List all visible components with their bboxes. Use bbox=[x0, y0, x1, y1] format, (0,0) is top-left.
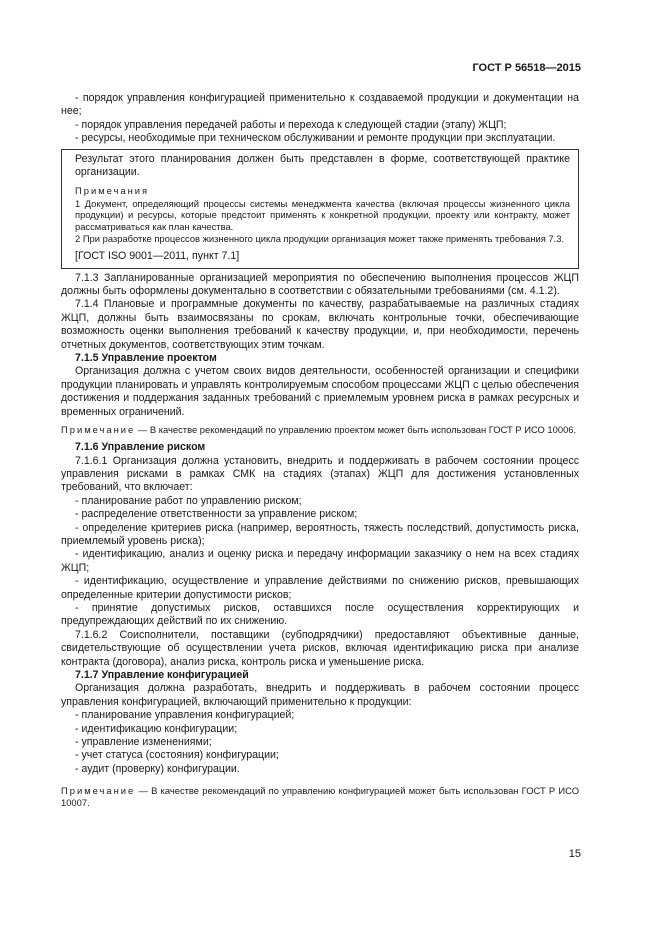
notes-title: Примечания bbox=[75, 185, 150, 197]
clause-7-1-5-text: Организация должна с учетом своих видов деятельности, особенностей организации и специфики продукции планировать и управлять контролируемым способом процессами ЖЦП с целью обеспечения достижения и поддержания заданных требований с приемлемым уровнем риска в рамках ресурсных и временных ограничений. bbox=[61, 365, 579, 418]
page-content bbox=[61, 92, 579, 814]
clause-7-1-4: 7.1.4 Плановые и программные документы по качеству, разрабатываемые на различных стадиях ЖЦП, должны быть взаимосвязаны по срокам, включать контрольные точки, обеспечивающие возможность оценки выполнения требований к качеству продукции, и, при необходимости, перечень отчетных документов, соответствующих этим точкам. bbox=[61, 298, 579, 351]
list-item: - учет статуса (состояния) конфигурации; bbox=[75, 749, 279, 762]
section-heading-7-1-5: 7.1.5 Управление проектом bbox=[75, 352, 217, 365]
list-item: - аудит (проверку) конфигурации. bbox=[75, 762, 240, 775]
list-item: - распределение ответственности за управление риском; bbox=[75, 508, 358, 521]
list-item: - идентификацию, анализ и оценку риска и передачу информации заказчику о нем на всех стадиях ЖЦП; bbox=[61, 548, 579, 574]
clause-7-1-7-text: Организация должна разработать, внедрить и поддерживать в рабочем состоянии процесс управления конфигурацией, включающий применительно к продукции: bbox=[61, 682, 579, 708]
list-item: - идентификацию, осуществление и управление действиями по снижению рисков, превышающих определенные критерии допустимости рисков; bbox=[61, 575, 579, 601]
list-item: - планирование работ по управлению риском; bbox=[75, 494, 302, 507]
list-item: - управление изменениями; bbox=[75, 736, 212, 749]
document-id: ГОСТ Р 56518—2015 bbox=[472, 62, 581, 74]
note-2: 2 При разработке процессов жизненного цикла продукции организация может также применять требования 7.3. bbox=[75, 232, 565, 244]
list-item: - планирование управления конфигурацией; bbox=[75, 709, 295, 722]
note-1: 1 Документ, определяющий процессы системы менеджмента качества (включая процессы жизненного цикла продукции) и ресурсы, которые предстоит применять к конкретной продукции, проекту или контракту, может рассматриваться как план качества. bbox=[75, 197, 570, 233]
list-item: - порядок управления конфигурацией применительно к создаваемой продукции и документации на нее; bbox=[61, 92, 579, 118]
page-number: 15 bbox=[568, 848, 581, 860]
section-heading-7-1-6: 7.1.6 Управление риском bbox=[75, 441, 206, 454]
clause-7-1-6-2: 7.1.6.2 Соисполнители, поставщики (субподрядчики) предоставляют объективные данные, свидетельствующие об осуществлении учета рисков, включая идентификацию риска при анализе контракта (договора), анализ риска, контроль риска и уменьшение риска. bbox=[61, 628, 579, 668]
list-item: - принятие допустимых рисков, оставшихся после осуществления корректирующих и предупреждающих действий по их снижению. bbox=[61, 601, 579, 628]
note-text: — В качестве рекомендаций по управлению конфигурацией может быть использован ГОСТ Р ИСО 10007. bbox=[61, 785, 579, 809]
note-7-1-7 bbox=[61, 785, 579, 809]
list-item: - идентификацию конфигурации; bbox=[75, 722, 238, 735]
quoted-standard-box bbox=[61, 149, 579, 269]
planning-result-text: Результат этого планирования должен быть представлен в форме, соответствующей практике организации. bbox=[75, 152, 570, 179]
note-text: — В качестве рекомендаций по управлению проектом может быть использован ГОСТ Р ИСО 10006. bbox=[135, 424, 577, 436]
clause-7-1-6-1: 7.1.6.1 Организация должна установить, внедрить и поддерживать в рабочем состоянии процесс управления рисками в рамках СМК на стадиях (этапах) ЖЦП для достижения установленных требований, что включает: bbox=[61, 454, 579, 494]
note-label: Примечание bbox=[61, 424, 136, 436]
standard-reference: [ГОСТ ISO 9001—2011, пункт 7.1] bbox=[75, 250, 240, 263]
note-label: Примечание bbox=[61, 785, 136, 797]
clause-7-1-3: 7.1.3 Запланированные организацией мероприятия по обеспечению выполнения процессов ЖЦП должны быть оформлены документально в соответствии с обязательными требованиями (см. 4.1.2). bbox=[61, 271, 579, 298]
list-item: - определение критериев риска (например, вероятность, тяжесть последствий, допустимость риска, приемлемый уровень риска); bbox=[61, 521, 579, 547]
section-heading-7-1-7: 7.1.7 Управление конфигурацией bbox=[75, 669, 249, 681]
list-item: - ресурсы, необходимые при техническом обслуживании и ремонте продукции при эксплуатации. bbox=[75, 132, 556, 145]
list-item: - порядок управления передачей работы и перехода к следующей стадии (этапу) ЖЦП; bbox=[75, 118, 507, 131]
note-7-1-5 bbox=[61, 424, 579, 436]
